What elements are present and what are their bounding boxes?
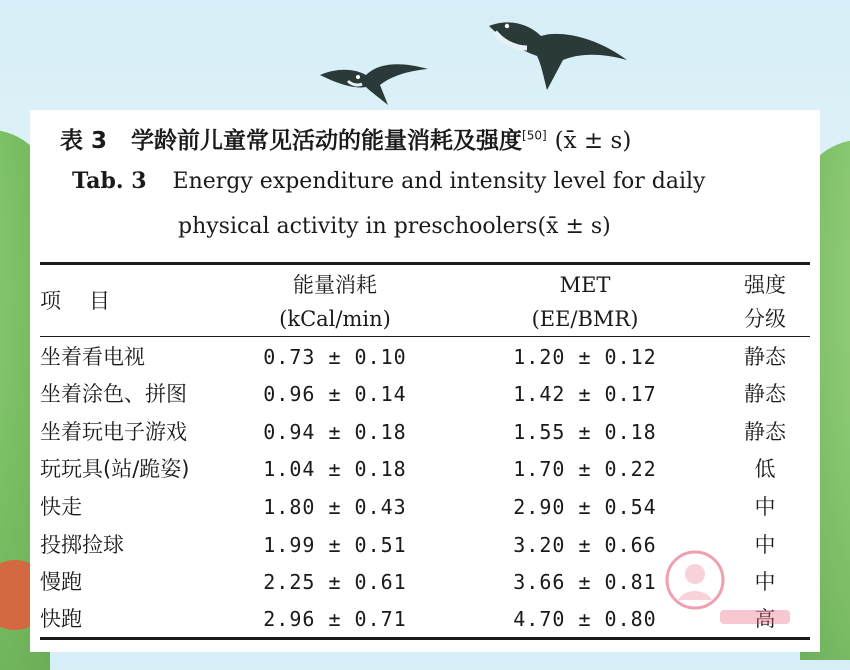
cell-level: 高 <box>754 607 776 631</box>
cell-level: 中 <box>754 570 776 594</box>
cell-met: 1.55 ± 0.18 <box>513 420 657 444</box>
table-title-en-text1: Energy expenditure and intensity level for daily <box>172 169 706 194</box>
table-row <box>40 338 810 376</box>
cell-level: 中 <box>754 533 776 557</box>
cell-energy: 1.04 ± 0.18 <box>263 457 407 481</box>
swallow-bird-icon <box>485 12 630 92</box>
header-item: 项 目 <box>40 289 110 313</box>
cell-energy: 1.80 ± 0.43 <box>263 495 407 519</box>
cell-level: 静态 <box>744 382 786 406</box>
cell-item: 玩玩具(站/跪姿) <box>40 457 190 481</box>
cell-item: 慢跑 <box>40 570 82 594</box>
cell-item: 投掷捡球 <box>40 533 124 557</box>
cell-energy: 0.73 ± 0.10 <box>263 345 407 369</box>
swallow-bird-icon <box>318 55 433 110</box>
table-row <box>40 450 810 488</box>
cell-met: 3.20 ± 0.66 <box>513 533 657 557</box>
table-number-cn: 表 3 <box>60 128 108 154</box>
table-title-en-line1 <box>72 168 792 194</box>
header-level: 强度 分级 <box>744 273 786 331</box>
table-row <box>40 413 810 451</box>
cell-met: 3.66 ± 0.81 <box>513 570 657 594</box>
table-number-en: Tab. 3 <box>72 168 147 194</box>
table-header <box>40 268 810 334</box>
cell-item: 快走 <box>40 495 82 519</box>
cell-energy: 2.96 ± 0.71 <box>263 607 407 631</box>
cell-level: 静态 <box>744 345 786 369</box>
table-header-rule <box>40 336 810 337</box>
table-row <box>40 375 810 413</box>
cell-item: 坐着玩电子游戏 <box>40 420 187 444</box>
table-top-rule <box>40 262 810 265</box>
cell-energy: 2.25 ± 0.61 <box>263 570 407 594</box>
table-title-en-line2: physical activity in preschoolers(x̄ ± s) <box>178 214 611 239</box>
cell-met: 1.70 ± 0.22 <box>513 457 657 481</box>
stat-notation: (x̄ ± s) <box>554 128 632 154</box>
cell-item: 坐着涂色、拼图 <box>40 382 187 406</box>
cell-level: 静态 <box>744 420 786 444</box>
watermark-logo-icon <box>650 540 800 640</box>
cell-level: 低 <box>754 457 776 481</box>
table-title-cn <box>60 122 810 155</box>
table-row <box>40 488 810 526</box>
cell-energy: 0.96 ± 0.14 <box>263 382 407 406</box>
cell-met: 1.20 ± 0.12 <box>513 345 657 369</box>
cell-item: 坐着看电视 <box>40 345 145 369</box>
cell-met: 2.90 ± 0.54 <box>513 495 657 519</box>
cell-met: 1.42 ± 0.17 <box>513 382 657 406</box>
cell-energy: 0.94 ± 0.18 <box>263 420 407 444</box>
cell-energy: 1.99 ± 0.51 <box>263 533 407 557</box>
table-title-cn-text: 学龄前儿童常见活动的能量消耗及强度 <box>131 128 523 154</box>
header-energy: 能量消耗 (kCal/min) <box>279 273 391 331</box>
cell-met: 4.70 ± 0.80 <box>513 607 657 631</box>
cell-item: 快跑 <box>40 607 82 631</box>
cell-level: 中 <box>754 495 776 519</box>
header-met: MET (EE/BMR) <box>531 273 639 331</box>
reference-marker: [50] <box>522 128 547 143</box>
